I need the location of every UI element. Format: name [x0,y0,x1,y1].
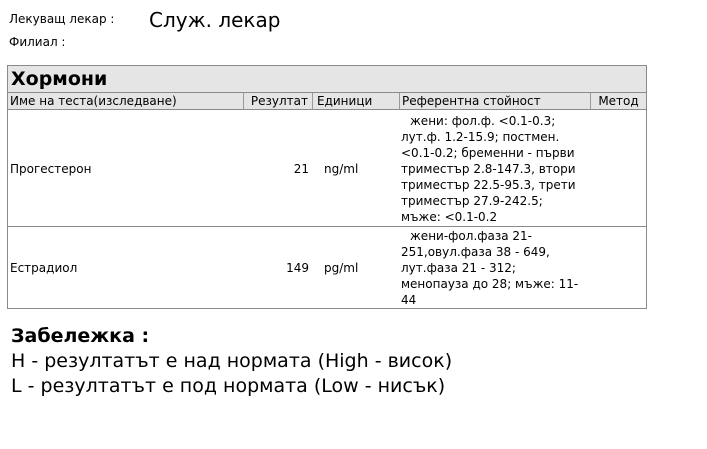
test-name: Естрадиол [10,261,78,275]
column-header-units: Единици [313,93,400,110]
test-result: 149 [286,261,309,275]
reference-line: <0.1-0.2; бременни - първи [401,146,575,160]
reference-line: жени-фол.фаза 21- [410,229,533,243]
reference-line: триместър 22.5-95.3, трети [401,178,576,192]
test-units: ng/ml [324,162,359,176]
doctor-label: Лекуващ лекар : [9,12,115,26]
section-title: Хормони [8,66,646,93]
column-header-name: Име на теста(изследване) [8,93,244,110]
reference-line: 44 [401,293,417,307]
reference-line: менопауза до 28; мъже: 11- [401,277,579,291]
doctor-value: Служ. лекар [149,8,281,32]
note-high: H - резултатът е над нормата (High - висок) [11,350,453,372]
reference-line: триместър 2.8-147.3, втори [401,162,576,176]
notes-title: Забележка : [11,325,150,347]
reference-range [401,228,591,308]
reference-line: лут.фаза 21 - 312; [401,261,516,275]
test-units: pg/ml [324,261,359,275]
reference-line: 251,овул.фаза 38 - 649, [401,245,550,259]
column-header-result: Резултат [244,93,313,110]
column-header-method: Метод [591,93,646,110]
reference-line: лут.ф. 1.2-15.9; постмен. [401,130,560,144]
test-result: 21 [293,162,309,176]
note-low: L - резултатът е под нормата (Low - нисък) [11,375,446,397]
reference-line: жени: фол.ф. <0.1-0.3; [410,114,556,128]
column-header-reference: Референтна стойност [400,93,591,110]
reference-range [401,113,591,225]
results-table [7,65,647,309]
reference-line: мъже: <0.1-0.2 [401,210,498,224]
test-name: Прогестерон [10,162,92,176]
notes-section [11,323,452,399]
reference-line: триместър 27.9-242.5; [401,194,543,208]
row-divider [8,226,646,227]
branch-label: Филиал : [9,35,66,49]
